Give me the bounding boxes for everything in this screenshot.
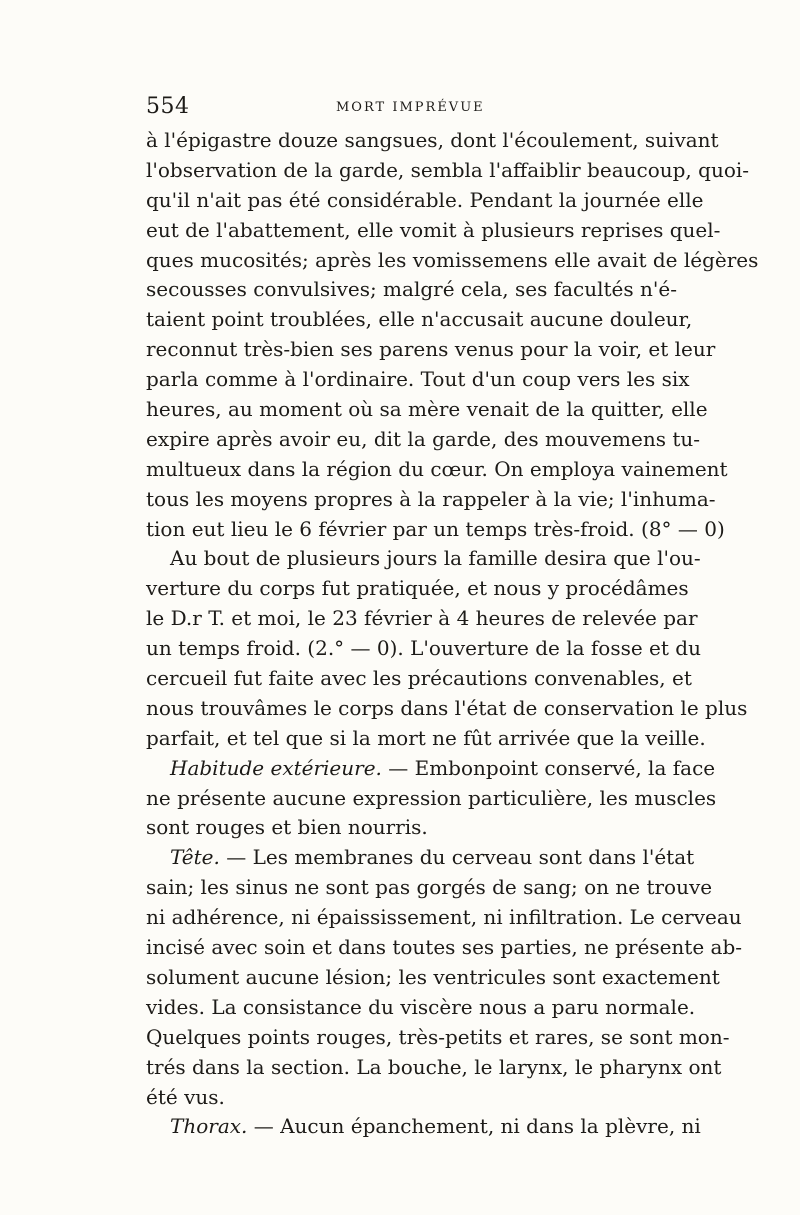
text-line [146,1053,722,1083]
text-line [146,515,725,545]
line-text: ques mucosités; après les vomissemens elle avait de légères [146,247,759,272]
line-text: secousses convulsives; malgré cela, ses facultés n'é- [146,277,677,302]
line-text: parla comme à l'ordinaire. Tout d'un coup vers les six [146,367,690,392]
line-text: solument aucune lésion; les ventricules sont exactement [146,964,720,989]
line-text: sain; les sinus ne sont pas gorgés de sang; on ne trouve [146,875,713,900]
text-line [146,873,713,903]
line-text: nous trouvâmes le corps dans l'état de conservation le plus [146,695,748,720]
section-heading: Habitude extérieure. [170,755,382,780]
page-header [146,94,656,126]
text-line [146,784,717,814]
text-line [146,604,698,634]
line-text: expire après avoir eu, dit la garde, des mouvemens tu- [146,426,700,451]
section-heading: Thorax. [170,1114,248,1139]
text-line [146,664,692,694]
line-text: trés dans la section. La bouche, le larynx, le pharynx ont [146,1054,722,1079]
text-line [146,574,689,604]
text-line [146,425,700,455]
text-line [146,305,693,335]
text-line [146,275,677,305]
text-line [146,544,701,574]
text-line [146,963,720,993]
line-text: à l'épigastre douze sangsues, dont l'écoulement, suivant [146,128,719,152]
text-line [146,694,748,724]
text-line [146,126,719,156]
line-text: Quelques points rouges, très-petits et rares, se sont mon- [146,1024,730,1049]
text-line [146,634,701,664]
line-text: ne présente aucune expression particulière, les muscles [146,785,717,810]
line-text: été vus. [146,1084,225,1109]
line-text: heures, au moment où sa mère venait de la quitter, elle [146,397,708,422]
line-text: tous les moyens propres à la rappeler à la vie; l'inhuma- [146,486,716,511]
line-text: Au bout de plusieurs jours la famille desira que l'ou- [170,546,701,571]
text-line [146,156,750,186]
text-line [146,754,716,784]
line-text: multueux dans la région du cœur. On employa vainement [146,456,728,481]
line-text: ni adhérence, ni épaississement, ni infiltration. Le cerveau [146,905,742,930]
text-line [146,724,706,754]
text-line [146,395,708,425]
text-line [146,933,743,963]
body-text [146,126,759,1142]
line-text: taient point troublées, elle n'accusait aucune douleur, [146,307,693,332]
line-text: le D.r T. et moi, le 23 février à 4 heures de relevée par [146,606,698,631]
line-text: sont rouges et bien nourris. [146,815,428,840]
text-line [146,813,656,843]
text-line [146,993,696,1023]
line-text: reconnut très-bien ses parens venus pour la voir, et leur [146,337,716,362]
section-heading: Tête. [170,845,220,870]
text-line [146,455,728,485]
text-line [146,1112,701,1142]
line-text: verture du corps fut pratiquée, et nous y procédâmes [146,576,689,601]
text-line [146,843,695,873]
line-text: parfait, et tel que si la mort ne fût arrivée que la veille. [146,725,706,750]
text-line [146,246,759,276]
line-text: — Embonpoint conservé, la face [381,755,716,780]
text-line [146,903,742,933]
line-text: qu'il n'ait pas été considérable. Pendant la journée elle [146,187,704,212]
line-text: — Les membranes du cerveau sont dans l'état [219,845,695,870]
text-line [146,1083,656,1113]
line-text: — Aucun épanchement, ni dans la plèvre, ni [247,1114,701,1139]
page-number: 554 [146,94,190,119]
line-text: vides. La consistance du viscère nous a paru normale. [146,994,696,1019]
line-text: incisé avec soin et dans toutes ses parties, ne présente ab- [146,935,743,960]
line-text: cercueil fut faite avec les précautions convenables, et [146,666,692,691]
line-text: tion eut lieu le 6 février par un temps très-froid. (8° — 0) [146,516,725,541]
line-text: l'observation de la garde, sembla l'affaiblir beaucoup, quoi- [146,157,750,182]
text-line [146,335,716,365]
text-line [146,485,716,515]
text-line [146,365,690,395]
line-text: eut de l'abattement, elle vomit à plusieurs reprises quel- [146,217,721,242]
text-line [146,186,704,216]
text-line [146,1023,730,1053]
text-line [146,216,721,246]
line-text: un temps froid. (2.° — 0). L'ouverture de la fosse et du [146,636,701,661]
running-head: MORT IMPRÉVUE [336,100,485,115]
